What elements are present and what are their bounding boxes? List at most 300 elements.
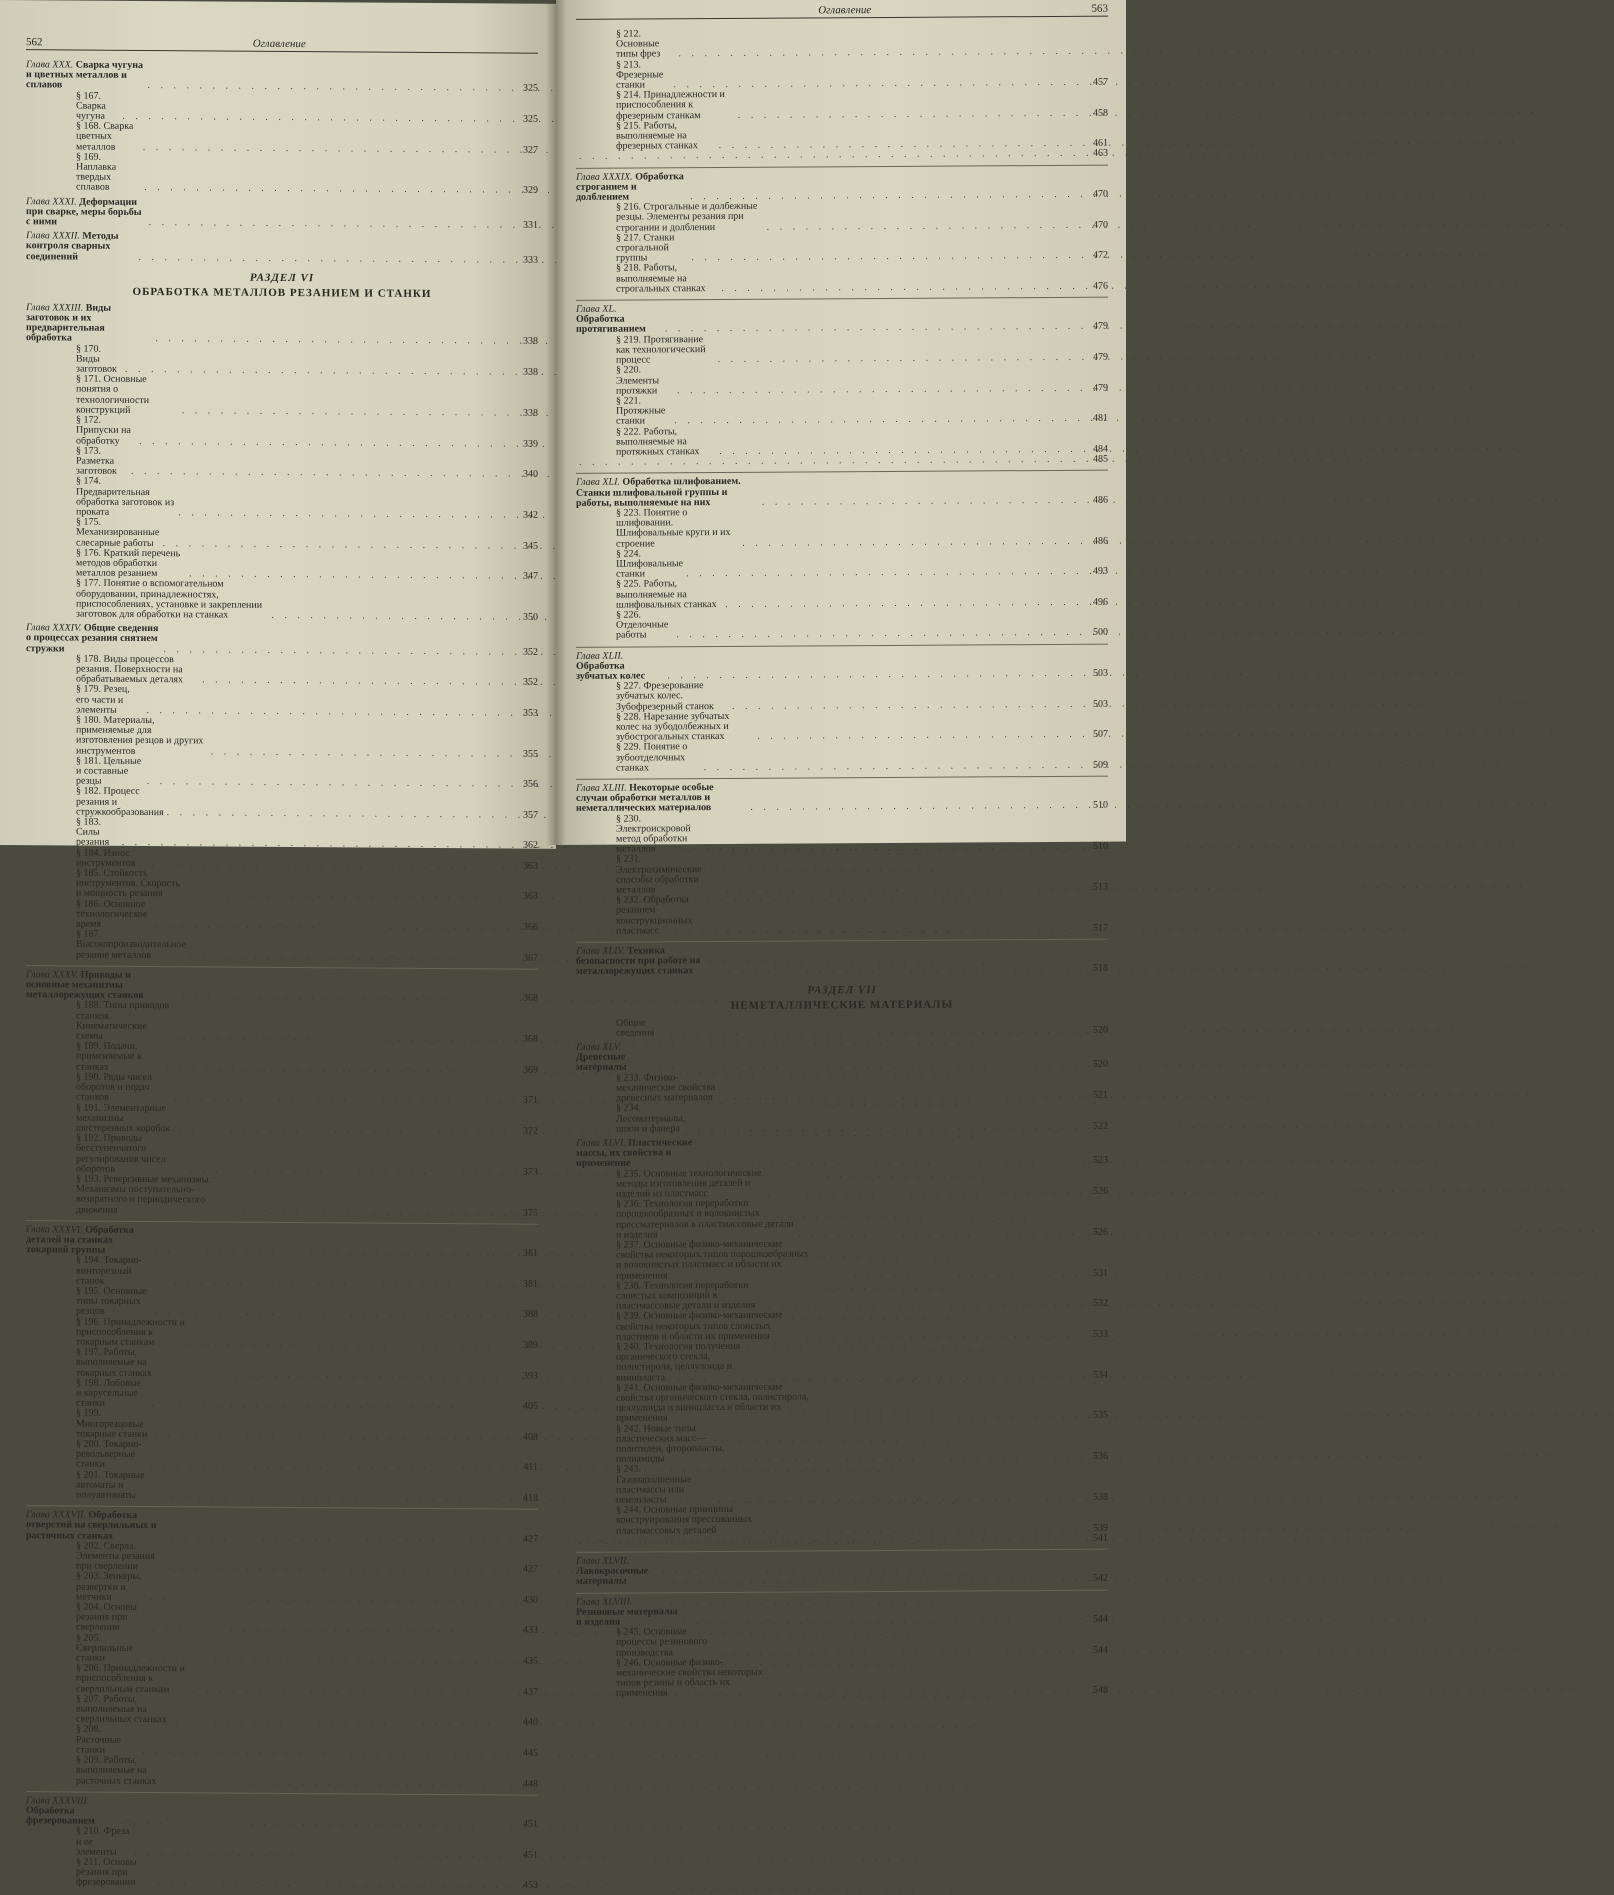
toc-section-entry xyxy=(26,1286,538,1320)
toc-chapter-title: Методы контроля сварных соединений xyxy=(26,231,119,262)
toc-entry-title: § 211. Основы резания при фрезеровании xyxy=(76,1857,155,1888)
toc-entry-title: § 207. Работы, выполняемые на сверлильных станках xyxy=(76,1694,172,1725)
toc-entry-title: § 205. Сверлильные станки xyxy=(76,1633,133,1664)
toc-page-number: 408 xyxy=(516,1432,538,1442)
toc-entry-title xyxy=(576,783,747,815)
toc-entry-title: § 170. Виды заготовок xyxy=(76,344,122,375)
toc-leader-dots xyxy=(771,1370,1083,1382)
toc-section-entry xyxy=(576,1655,1108,1699)
toc-entry-title xyxy=(26,231,136,262)
toc-entry-title xyxy=(26,197,146,228)
toc-page-number: 440 xyxy=(516,1718,538,1728)
right-page-number: 563 xyxy=(1092,3,1109,15)
toc-leader-dots xyxy=(750,801,1083,813)
toc-section-entry xyxy=(26,1602,538,1636)
toc-section-entry xyxy=(26,685,538,719)
toc-section-entry xyxy=(26,787,538,821)
toc-leader-dots xyxy=(189,951,513,963)
toc-entry-title: § 201. Токарные автоматы и полуавтоматы xyxy=(76,1470,156,1501)
toc-leader-dots xyxy=(780,1686,1083,1698)
toc-entry-title xyxy=(26,1510,169,1542)
toc-page-number: 451 xyxy=(516,1820,538,1830)
toc-section-entry xyxy=(576,1278,1108,1312)
toc-page-number: 509 xyxy=(1086,760,1108,770)
toc-page-number: 472 xyxy=(1086,251,1108,261)
toc-entry-title: § 194. Токарно-винторезный станок xyxy=(76,1256,145,1287)
toc-page-number: 325 xyxy=(516,115,538,125)
part-vi-title: ОБРАБОТКА МЕТАЛЛОВ РЕЗАНИЕМ И СТАНКИ xyxy=(26,285,538,301)
toc-section-entry xyxy=(26,899,538,933)
toc-page-number: 381 xyxy=(516,1249,538,1259)
toc-entry-title: § 189. Подачи, применяемые в станках xyxy=(76,1042,150,1073)
toc-leader-dots xyxy=(726,924,1083,936)
toc-chapter-label: Глава XLVI. xyxy=(576,1137,626,1148)
toc-leader-dots xyxy=(271,611,513,623)
toc-entry-title: § 232. Обработка резанием конструкционных пластмасс xyxy=(616,895,723,936)
toc-page-number: 476 xyxy=(1086,282,1108,292)
toc-entry-title: § 169. Наплавка твердых сплавов xyxy=(76,152,141,193)
toc-section-entry xyxy=(576,332,1108,366)
toc-section-entry xyxy=(576,1462,1108,1506)
toc-entry-title xyxy=(576,172,687,203)
toc-leader-dots xyxy=(139,253,513,266)
toc-section-entry xyxy=(26,1439,538,1473)
toc-entry-title: § 167. Сварка чугуна xyxy=(76,91,119,122)
toc-chapter-title: Техника безопасности при работе на металлорежущих станках xyxy=(576,945,700,977)
toc-section-entry xyxy=(26,868,538,902)
toc-entry-title: § 187. Высокопроизводительное резание металлов xyxy=(76,930,186,961)
toc-entry-title: § 183. Силы резания xyxy=(76,818,119,849)
toc-section-entry xyxy=(576,1340,1108,1384)
toc-section-entry xyxy=(576,1238,1108,1282)
toc-entry xyxy=(576,149,1108,162)
toc-section-entry xyxy=(26,1041,538,1075)
toc-section-entry xyxy=(26,579,538,623)
toc-section-entry xyxy=(576,1197,1108,1241)
toc-leader-dots xyxy=(815,1411,1083,1423)
toc-leader-dots xyxy=(798,1228,1083,1240)
toc-section-entry xyxy=(576,1309,1108,1343)
toc-section-entry xyxy=(576,424,1108,458)
toc-section-entry xyxy=(26,1694,538,1728)
toc-page-number: 433 xyxy=(516,1626,538,1636)
toc-leader-dots xyxy=(149,218,513,231)
toc-divider xyxy=(26,1791,538,1796)
toc-page-number: 542 xyxy=(1086,1574,1108,1584)
toc-chapter-label: Глава XLVII. xyxy=(576,1556,629,1567)
toc-divider xyxy=(576,470,1108,474)
toc-entry-title: § 181. Цельные и составные резцы xyxy=(76,756,144,787)
toc-section-entry xyxy=(26,344,538,378)
toc-page-number: 534 xyxy=(1086,1370,1108,1380)
toc-section-entry xyxy=(576,811,1108,855)
toc-entry-title: § 177. Понятие о вспомогательном оборудовании, принадлежностях, приспособлениях, установке и закреплении заготовок для обработки на станках xyxy=(76,579,268,621)
left-toc-top xyxy=(26,60,538,265)
toc-page-number: 484 xyxy=(1086,445,1108,455)
toc-section-entry xyxy=(26,817,538,851)
toc-section-entry xyxy=(26,1826,538,1860)
toc-entry-title: § 223. Понятие о шлифовании. Шлифовальные круги и их строение xyxy=(616,508,739,550)
toc-entry xyxy=(576,1533,1108,1546)
part-vi-number: РАЗДЕЛ VI xyxy=(26,270,538,286)
part-vii-title: НЕМЕТАЛЛИЧЕСКИЕ МАТЕРИАЛЫ xyxy=(576,997,1108,1012)
toc-page-number: 470 xyxy=(1086,190,1108,200)
right-page-running-title: Оглавление xyxy=(818,4,871,16)
toc-page-number: 453 xyxy=(516,1881,538,1891)
toc-entry-title xyxy=(576,1556,669,1587)
toc-entry-title: § 216. Строгальные и долбежные резцы. Элементы резания при строгании и долблении xyxy=(616,202,764,234)
toc-entry-title xyxy=(576,1138,704,1169)
toc-page-number: 520 xyxy=(1086,1060,1108,1070)
book-gutter xyxy=(546,0,566,845)
toc-page-number: 367 xyxy=(516,953,538,963)
toc-chapter-entry xyxy=(576,475,1108,509)
toc-section-entry xyxy=(26,374,538,418)
toc-section-entry xyxy=(576,709,1108,743)
toc-page-number: 355 xyxy=(516,749,538,759)
toc-chapter-label: Глава XXXV. xyxy=(26,969,78,980)
toc-page-number: 371 xyxy=(516,1096,538,1106)
toc-entry-title xyxy=(576,1597,680,1628)
toc-page-number: 418 xyxy=(516,1494,538,1504)
toc-entry-title: § 191. Элементарные механизмы шестеренных коробок xyxy=(76,1103,175,1134)
toc-entry-title: § 199. Многорезцовые токарные станки xyxy=(76,1409,152,1440)
toc-section-entry xyxy=(26,1572,538,1606)
left-page-header xyxy=(26,34,538,54)
toc-page-number: 338 xyxy=(516,337,538,347)
toc-page-number: 331 xyxy=(516,221,538,231)
toc-chapter-label: Глава XLV. xyxy=(576,1042,621,1053)
toc-page-number: 510 xyxy=(1086,842,1108,852)
toc-entry-title: § 236. Технология переработки порошкообразных и волокнистых прессматериалов в пластмассовые детали и изделия xyxy=(616,1199,795,1241)
toc-section-entry xyxy=(576,200,1108,234)
toc-leader-dots xyxy=(704,761,1083,774)
toc-chapter-entry xyxy=(576,302,1108,336)
toc-page-number: 389 xyxy=(516,1341,538,1351)
toc-chapter-label: Глава XLIV. xyxy=(576,946,625,957)
toc-entry xyxy=(576,1015,1108,1039)
toc-page-number: 507 xyxy=(1086,730,1108,740)
toc-page-number: 486 xyxy=(1086,536,1108,546)
toc-chapter-label: Глава XLIII. xyxy=(576,783,627,794)
toc-entry-title: § 174. Предварительная обработка заготовок из проката xyxy=(76,477,175,519)
toc-chapter-label: Глава XXXII. xyxy=(26,230,80,241)
toc-chapter-entry xyxy=(26,231,538,265)
toc-section-entry xyxy=(26,517,538,551)
toc-page-number: 451 xyxy=(516,1850,538,1860)
toc-leader-dots xyxy=(755,1452,1083,1464)
toc-divider xyxy=(576,1589,1108,1593)
toc-page-number: 356 xyxy=(516,780,538,790)
toc-entry-title xyxy=(26,60,144,91)
toc-section-entry xyxy=(576,1070,1108,1104)
toc-divider xyxy=(576,643,1108,647)
toc-page-number: 486 xyxy=(1086,495,1108,505)
toc-entry-title xyxy=(26,1225,151,1256)
toc-section-entry xyxy=(26,1133,538,1177)
toc-section-entry xyxy=(576,230,1108,264)
toc-entry-title: Общие сведения xyxy=(616,1018,654,1039)
toc-entry-title: § 235. Основные технологические методы изготовления деталей и изделий из пластмасс xyxy=(616,1168,765,1200)
toc-chapter-label: Глава XXXVIII. xyxy=(26,1795,89,1806)
toc-chapter-title: Пластические массы, их свойства и применение xyxy=(576,1137,692,1169)
toc-page-number: 520 xyxy=(1086,1026,1108,1036)
toc-entry-title: § 240. Технология получения органического стекла, полистирола, целлулоида и винипласта xyxy=(616,1342,768,1384)
toc-entry-title: § 242. Новые типы пластических масс—политилен, фторопласты, полиамиды xyxy=(616,1423,752,1465)
toc-chapter-label: Глава XXXIII. xyxy=(26,302,83,313)
toc-divider xyxy=(576,164,1108,168)
toc-page-number: 485 xyxy=(1086,455,1108,465)
toc-page-number: 548 xyxy=(1086,1686,1108,1696)
toc-section-entry xyxy=(26,1174,538,1218)
toc-chapter-entry xyxy=(26,1510,538,1544)
toc-page-number: 388 xyxy=(516,1310,538,1320)
toc-section-entry xyxy=(26,548,538,582)
toc-chapter-entry xyxy=(576,1594,1108,1628)
toc-leader-dots xyxy=(231,1206,513,1218)
toc-section-entry xyxy=(576,546,1108,580)
toc-section-entry xyxy=(576,1503,1108,1537)
toc-page-number: 327 xyxy=(516,145,538,155)
toc-chapter-title: Резиновые материалы и изделия xyxy=(576,1606,678,1628)
toc-entry-title xyxy=(26,970,166,1002)
toc-page-number: 338 xyxy=(516,368,538,378)
toc-entry-title: § 238. Технология переработки слоистых композиций в пластмассовые детали и изделия xyxy=(616,1280,765,1312)
toc-chapter-title: Обработка отверстий на сверлильных и расточных станках xyxy=(26,1510,157,1542)
toc-section-entry xyxy=(576,88,1108,122)
toc-section-entry xyxy=(576,740,1108,774)
toc-entry xyxy=(576,455,1108,468)
toc-chapter-entry xyxy=(26,303,538,347)
toc-page-number: 521 xyxy=(1086,1091,1108,1101)
toc-chapter-entry xyxy=(576,1040,1108,1074)
toc-page-number: 539 xyxy=(1086,1523,1108,1533)
toc-entry-title: § 190. Ряды чисел оборотов и подач станков xyxy=(76,1072,158,1103)
toc-leader-dots xyxy=(726,883,1083,895)
toc-chapter-title: Лакокрасочные материалы xyxy=(576,1566,648,1588)
toc-chapter-entry xyxy=(576,648,1108,682)
toc-page-number: 345 xyxy=(516,541,538,551)
toc-entry-title: § 192. Приводы бесступенчатого регулирования чисел оборотов xyxy=(76,1134,186,1176)
toc-chapter-title: Обработка строганием и долблением xyxy=(576,171,684,203)
toc-entry-title: § 208. Расточные станки xyxy=(76,1725,126,1756)
toc-chapter-label: Глава XLII. xyxy=(576,650,623,661)
toc-page-number: 500 xyxy=(1086,628,1108,638)
toc-page-number: 496 xyxy=(1086,597,1108,607)
toc-section-entry xyxy=(26,1541,538,1575)
toc-chapter-entry xyxy=(576,781,1108,815)
toc-section-entry xyxy=(576,363,1108,397)
toc-entry-title: § 214. Принадлежности и приспособления к фрезерным станкам xyxy=(616,90,735,121)
toc-entry-title: § 221. Протяжные станки xyxy=(616,396,671,427)
toc-page-number: 493 xyxy=(1086,567,1108,577)
toc-entry-title: § 210. Фреза и ее элементы xyxy=(76,1827,131,1858)
toc-entry-title: § 227. Фрезерование зубчатых колес. Зубофрезерный станок xyxy=(616,681,729,712)
toc-page-number: 458 xyxy=(1086,108,1108,118)
right-page-header xyxy=(576,1,1108,20)
toc-page-number: 357 xyxy=(516,810,538,820)
toc-entry-title: § 209. Работы, выполняемые на расточных станках xyxy=(76,1756,169,1787)
toc-section-entry xyxy=(576,1625,1108,1659)
left-toc-groups xyxy=(26,303,538,1891)
toc-entry-title xyxy=(576,477,759,509)
toc-entry-title: § 176. Краткий перечень методов обработки металлов резанием xyxy=(76,548,186,579)
toc-entry-title: § 188. Типы приводов станков. Кинематические схемы xyxy=(76,1001,174,1042)
toc-entry-title: § 185. Стойкость инструментов. Скорость и мощность резания xyxy=(76,869,185,900)
toc-page-number: 430 xyxy=(516,1595,538,1605)
toc-section-entry xyxy=(26,152,538,196)
toc-leader-dots xyxy=(579,1534,1083,1547)
toc-entry-title: § 212. Основные типы фрез xyxy=(616,29,675,60)
toc-entry-title xyxy=(576,651,664,682)
toc-section-entry xyxy=(26,1409,538,1443)
toc-chapter-label: Глава XXXIV. xyxy=(26,622,81,633)
toc-section-entry xyxy=(576,608,1108,642)
toc-entry-title: § 182. Процесс резания и стружкообразования xyxy=(76,787,164,818)
toc-leader-dots xyxy=(579,455,1083,468)
toc-chapter-label: Глава XXXVI. xyxy=(26,1224,83,1235)
toc-section-entry xyxy=(576,1421,1108,1465)
toc-section-entry xyxy=(26,91,538,125)
toc-leader-dots xyxy=(738,108,1083,120)
toc-section-entry xyxy=(26,415,538,449)
toc-leader-dots xyxy=(768,1299,1083,1311)
toc-leader-dots xyxy=(721,282,1083,294)
toc-page-number: 325 xyxy=(516,84,538,94)
toc-section-entry xyxy=(26,715,538,759)
toc-chapter-title: Обработка зубчатых колес xyxy=(576,660,645,682)
toc-page-number: 405 xyxy=(516,1402,538,1412)
toc-chapter-title: Обработка шлифованием. Станки шлифовальной группы и работы, выполняемые на них xyxy=(576,476,741,508)
toc-entry-title: § 228. Нарезание зубчатых колес на зубодолбежных и зубострогальных станках xyxy=(616,712,754,743)
toc-entry-title: § 193. Реверсивные механизмы. Механизмы поступательно-возвратного и периодического движения xyxy=(76,1174,228,1216)
toc-section-entry xyxy=(26,1470,538,1504)
toc-entry-title: § 213. Фрезерные станки xyxy=(616,60,670,91)
toc-entry-title: § 241. Основные физико-механические свойства органического стекла, полистирола, целлулоида и винипласта и области их применения xyxy=(616,1382,812,1424)
toc-page-number: 363 xyxy=(516,861,538,871)
toc-chapter-title: Виды заготовок и их предварительная обработка xyxy=(26,302,111,344)
toc-chapter-label: Глава XLVIII. xyxy=(576,1596,632,1607)
right-toc-bottom xyxy=(576,1015,1108,1699)
toc-section-entry xyxy=(576,506,1108,550)
toc-page-number: 372 xyxy=(516,1127,538,1137)
toc-page-number: 352 xyxy=(516,678,538,688)
toc-chapter-title: Сварка чугуна и цветных металлов и сплавов xyxy=(26,60,143,91)
toc-entry-title: § 206. Принадлежности и приспособления к сверлильным станкам xyxy=(76,1664,190,1695)
toc-page-number: 411 xyxy=(516,1463,538,1473)
toc-leader-dots xyxy=(159,1491,513,1504)
toc-chapter-title: Некоторые особые случаи обработки металлов и неметаллических материалов xyxy=(576,782,714,814)
toc-entry-title: § 234. Лесоматериалы, шпон и фанера xyxy=(616,1103,695,1134)
right-toc-groups xyxy=(576,27,1108,978)
toc-entry-title xyxy=(576,1042,656,1073)
toc-page-number: 518 xyxy=(1086,964,1108,974)
toc-page-number: 427 xyxy=(516,1534,538,1544)
toc-entry-title: § 244. Основные принципы конструирования прессованных пластмассовых деталей xyxy=(616,1505,760,1536)
toc-page-number: 445 xyxy=(516,1748,538,1758)
toc-entry-title: § 245. Основные процессы резинового производства xyxy=(616,1627,718,1658)
toc-section-entry xyxy=(576,679,1108,713)
toc-entry-title xyxy=(26,1796,117,1827)
toc-page-number: 463 xyxy=(1086,149,1108,159)
toc-page-number: 510 xyxy=(1086,801,1108,811)
toc-page-number: 373 xyxy=(516,1167,538,1177)
toc-entry-title: § 173. Разметка заготовок xyxy=(76,446,128,477)
toc-page-number: 470 xyxy=(1086,220,1108,230)
toc-section-entry xyxy=(576,57,1108,91)
toc-entry-title: § 226. Отделочные работы xyxy=(616,610,673,641)
toc-page-number: 457 xyxy=(1086,78,1108,88)
toc-page-number: 350 xyxy=(516,613,538,623)
toc-entry-title: § 175. Механизированные слесарные работы xyxy=(76,518,160,549)
toc-section-entry xyxy=(576,394,1108,428)
toc-entry-title: § 198. Лобовые и карусельные станки xyxy=(76,1378,149,1409)
toc-entry-title: § 237. Основные физико-механические свойства некоторых типов порошкообразных и волокнистых пластмасс и области их применения xyxy=(616,1239,812,1281)
toc-leader-dots xyxy=(793,1330,1083,1342)
toc-chapter-entry xyxy=(26,623,538,657)
toc-leader-dots xyxy=(728,964,1083,976)
toc-page-number: 353 xyxy=(516,708,538,718)
part-vii-number: РАЗДЕЛ VII xyxy=(576,982,1108,997)
toc-page-number: 532 xyxy=(1086,1299,1108,1309)
toc-leader-dots xyxy=(202,676,513,688)
toc-page-number: 538 xyxy=(1086,1493,1108,1503)
toc-page-number: 479 xyxy=(1086,353,1108,363)
toc-leader-dots xyxy=(172,1777,513,1790)
toc-section-entry xyxy=(26,929,538,963)
toc-entry-title: § 202. Сверла. Элементы резания при сверлении xyxy=(76,1541,165,1572)
toc-page-number: 352 xyxy=(516,647,538,657)
toc-chapter-label: Глава XXXIX. xyxy=(576,171,633,182)
toc-chapter-title: Приводы и основные механизмы металлорежущих станков xyxy=(26,969,144,1001)
toc-section-entry xyxy=(26,476,538,520)
toc-section-entry xyxy=(26,446,538,480)
toc-page-number: 363 xyxy=(516,892,538,902)
toc-divider xyxy=(576,297,1108,301)
toc-page-number: 503 xyxy=(1086,699,1108,709)
toc-leader-dots xyxy=(767,220,1083,232)
toc-entry-title: § 200. Токарно-револьверные станки xyxy=(76,1440,147,1471)
toc-leader-dots xyxy=(725,598,1083,610)
toc-page-number: 437 xyxy=(516,1687,538,1697)
toc-entry-title xyxy=(26,623,160,655)
toc-entry-title: § 184. Износ инструментов xyxy=(76,848,135,869)
toc-section-entry xyxy=(26,1317,538,1351)
toc-section-entry xyxy=(26,1663,538,1697)
toc-entry-title xyxy=(576,946,725,978)
toc-page-number: 517 xyxy=(1086,923,1108,933)
toc-chapter-entry xyxy=(26,970,538,1004)
toc-entry-title: § 217. Станки строгальной группы xyxy=(616,233,688,264)
toc-entry-title: § 186. Основное технологическое время xyxy=(76,899,152,930)
toc-chapter-label: Глава XXXI. xyxy=(26,196,77,207)
toc-section-entry xyxy=(26,1001,538,1045)
toc-leader-dots xyxy=(158,1878,514,1891)
toc-page-number: 526 xyxy=(1086,1227,1108,1237)
toc-entry-title: § 197. Работы, выполняемые на токарных станках xyxy=(76,1348,167,1379)
toc-page-number: 503 xyxy=(1086,669,1108,679)
toc-section-entry xyxy=(26,1857,538,1891)
toc-section-entry xyxy=(576,852,1108,896)
toc-entry-title: § 225. Работы, выполняемые на шлифовальных станках xyxy=(616,579,722,610)
toc-page-number: 544 xyxy=(1086,1645,1108,1655)
toc-section-entry xyxy=(576,1101,1108,1135)
toc-page-number: 461 xyxy=(1086,139,1108,149)
toc-section-entry xyxy=(26,1103,538,1137)
left-page-number: 562 xyxy=(26,36,43,48)
toc-section-entry xyxy=(26,121,538,155)
toc-leader-dots xyxy=(698,1121,1083,1134)
